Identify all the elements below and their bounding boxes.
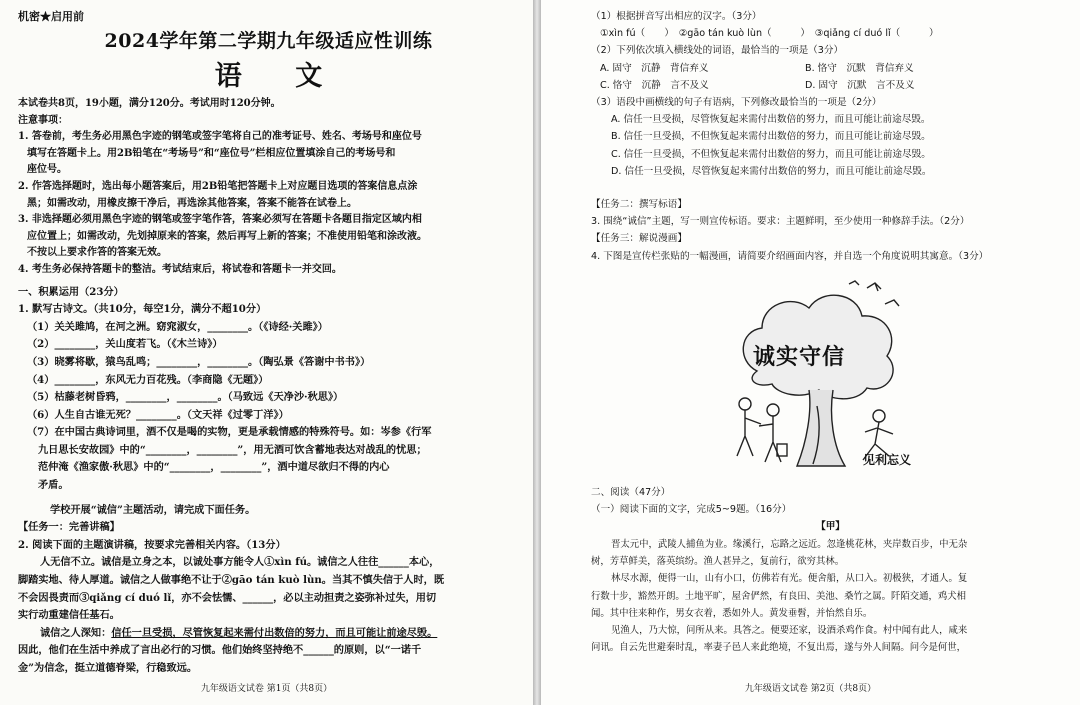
section-1-heading: 一、积累运用（23分） <box>18 285 124 298</box>
note-line: 1. 答卷前，考生务必用黑色字迹的钢笔或签字笔将自己的准考证号、姓名、考场号和座位号 <box>18 131 422 143</box>
passage-line: 树，芳草鲜美，落英缤纷。渔人甚异之，复前行，欲穷其林。 <box>591 555 845 567</box>
exam-subject: 语 文 <box>214 61 345 92</box>
speech-line: 人无信不立。诚信是立身之本，以诚处事方能令人①xìn fú。诚信之人往往______本心， <box>40 556 440 569</box>
confidential-mark: 机密★启用前 <box>18 10 84 23</box>
note-line: 不按以上要求作答的答案无效。 <box>27 247 167 259</box>
q1-item: （7）在中国古典诗词里，酒不仅是喝的实物，更是承载情感的特殊符号。如：岑参《行军 <box>27 426 432 439</box>
speech-paragraph-2 <box>18 625 519 678</box>
note-line: 3. 非选择题必须用黑色字迹的钢笔或签字笔作答，答案必须写在答题卡各题目指定区域内相 <box>18 214 422 226</box>
exam-page-1 <box>0 0 533 705</box>
q1-item: （4）________，东风无力百花残。（李商隐《无题》） <box>27 373 269 386</box>
passage-line: 问讯。自云先世避秦时乱，率妻子邑人来此绝境，不复出焉，遂与外人间隔。问今是何世， <box>591 642 967 654</box>
choice-option: B. 恪守 沉默 背信弃义 <box>805 62 914 74</box>
q1-item: 九日思长安故园》中的“________，________”，用无酒可饮含蓄地表达对战乱的忧思； <box>38 443 427 456</box>
underlined-sentence: 信任一旦受损，尽管恢复起来需付出数倍的努力，而且可能让前途尽毁。 <box>111 626 438 639</box>
q-fix: （3）语段中画横线的句子有语病，下列修改最恰当的一项是（2分） <box>591 97 882 109</box>
speech-line: 因此，他们在生活中养成了言出必行的习惯。他们始终坚持绝不______的原则，以“一诺千 <box>18 644 422 657</box>
speech-line: 不会因畏责而③qiǎng cí duó lǐ，亦不会怯懦、______，必以主动担责之姿弥补过失，用切 <box>18 591 437 604</box>
passage-line: 行数十步，豁然开朗。土地平旷，屋舍俨然，有良田、美池、桑竹之属。阡陌交通，鸡犬相 <box>591 590 967 602</box>
cartoon-title: 诚实守信 <box>753 345 846 370</box>
fix-option: C. 信任一旦受损，不但恢复起来需付出数倍的努力，而且可能让前途尽毁。 <box>611 148 931 160</box>
note-line: 4. 考生务必保持答题卡的整洁。考试结束后，将试卷和答题卡一并交回。 <box>18 263 342 275</box>
exam-intro: 本试卷共8页，19小题，满分120分。考试用时120分钟。 <box>18 98 281 109</box>
q1-item: 矛盾。 <box>38 479 69 492</box>
passage-line: 闻。其中往来种作，男女衣着，悉如外人。黄发垂髫，并怡然自乐。 <box>591 607 873 619</box>
cartoon-drawing <box>717 276 917 476</box>
choice-row <box>591 77 1070 94</box>
cartoon-caption: 见利忘义 <box>862 453 911 467</box>
q-pinyin: （1）根据拼音写出相应的汉字。（3分） <box>591 11 762 22</box>
q1-header: 1. 默写古诗文。（共10分，每空1分，满分不超10分） <box>18 303 267 316</box>
section-2-heading: 二、阅读（47分） <box>591 487 671 498</box>
speech-line: 实行动重建信任基石。 <box>18 609 120 622</box>
note-line: 黑；如需改动，用橡皮擦干净后，再选涂其他答案，答案不能答在试卷上。 <box>27 197 357 209</box>
passage-line: 林尽水源，便得一山，山有小口，仿佛若有光。便舍船，从口入。初极狭，才通人。复 <box>611 573 968 585</box>
exam-title: 2024学年第二学期九年级适应性训练 <box>104 30 433 52</box>
page-gutter <box>533 0 541 705</box>
choice-option: A. 固守 沉静 背信弃义 <box>600 62 709 74</box>
exam-page-2 <box>541 0 1080 705</box>
passage-line: 见渔人，乃大惊，问所从来。具答之。便要还家，设酒杀鸡作食。村中闻有此人，咸来 <box>611 625 968 637</box>
choice-row <box>591 60 1070 77</box>
fix-option: B. 信任一旦受损，不但恢复起来需付出数倍的努力，而且可能让前途尽毁。 <box>611 131 931 143</box>
choice-option: D. 固守 沉默 言不及义 <box>805 79 915 91</box>
fix-option: A. 信任一旦受损，尽管恢复起来需付出数倍的努力，而且可能让前途尽毁。 <box>611 114 931 126</box>
speech-lead: 诚信之人深知： <box>40 626 112 639</box>
passage-text <box>591 536 1070 657</box>
q1-item: 范仲淹《渔家傲·秋思》中的“________，________”，酒中道尽欲归不得的内心 <box>38 461 390 474</box>
note-line: 填写在答题卡上。用2B铅笔在“考场号”和“座位号”栏相应位置填涂自己的考场号和 <box>27 147 396 159</box>
task-3-heading: 【任务三：解说漫画】 <box>591 233 687 245</box>
q-choice: （2）下列依次填入横线处的词语，最恰当的一项是（3分） <box>591 45 844 57</box>
notes-list <box>18 129 519 278</box>
speech-line: 脚踏实地、待人厚道。诚信之人做事绝不让于②gāo tán kuò lùn。当其不慎失信于人时，既 <box>18 574 445 587</box>
q1-item: （6）人生自古谁无死？________。（文天祥《过零丁洋》） <box>27 408 289 421</box>
note-line: 座位号。 <box>27 164 67 176</box>
passage-jia-label: 【甲】 <box>816 521 845 533</box>
q-pinyin-items: ①xìn fú（ ） ②gāo tán kuò lùn（ ） ③qiǎng cí duó lǐ（ ） <box>600 28 939 40</box>
task-1-heading: 【任务一：完善讲稿】 <box>18 521 120 534</box>
q3: 3. 围绕“诚信”主题，写一则宣传标语。要求：主题鲜明，至少使用一种修辞手法。（2分） <box>591 216 970 228</box>
q1-item: （3）晓雾将歇，猿鸟乱鸣；________，________。（陶弘景《答谢中书书》） <box>27 355 371 368</box>
q1-item: （1）关关雎鸠，在河之洲。窈窕淑女，________。（《诗经·关雎》） <box>27 320 328 333</box>
reading-1-instruction: （一）阅读下面的文字，完成5~9题。（16分） <box>591 504 792 516</box>
cartoon-illustration <box>717 276 917 476</box>
fix-option: D. 信任一旦受损，尽管恢复起来需付出数倍的努力，而且可能让前途尽毁。 <box>611 165 932 177</box>
q2-header: 2. 阅读下面的主题演讲稿，按要求完善相关内容。（13分） <box>18 538 286 551</box>
passage-line: 晋太元中，武陵人捕鱼为业。缘溪行，忘路之远近。忽逢桃花林，夹岸数百步，中无杂 <box>611 538 968 550</box>
speech-paragraph-1 <box>18 554 519 624</box>
q1-items <box>18 319 519 495</box>
activity-intro: 学校开展“诚信”主题活动，请完成下面任务。 <box>50 503 256 516</box>
note-line: 应位置上；如需改动，先划掉原来的答案，然后再写上新的答案；不准使用铅笔和涂改液。 <box>27 230 427 242</box>
speech-line: 金”为信念，挺立道德脊梁，行稳致远。 <box>18 662 198 674</box>
q1-item: （5）枯藤老树昏鸦，________，________。（马致远《天净沙·秋思》） <box>27 391 344 404</box>
page-2-footer: 九年级语文试卷 第2页（共8页） <box>744 684 877 694</box>
page-1-footer: 九年级语文试卷 第1页（共8页） <box>200 684 333 694</box>
task-2-heading: 【任务二：撰写标语】 <box>591 199 687 211</box>
q1-item: （2）________，关山度若飞。（《木兰诗》） <box>27 338 223 351</box>
notes-heading: 注意事项： <box>18 114 68 126</box>
q4: 4. 下图是宣传栏张贴的一幅漫画，请简要介绍画面内容，并自选一个角度说明其寓意。（3分） <box>591 250 989 262</box>
note-line: 2. 作答选择题时，选出每小题答案后，用2B铅笔把答题卡上对应题目选项的答案信息点涂 <box>18 180 418 192</box>
choice-option: C. 恪守 沉静 言不及义 <box>600 79 709 91</box>
